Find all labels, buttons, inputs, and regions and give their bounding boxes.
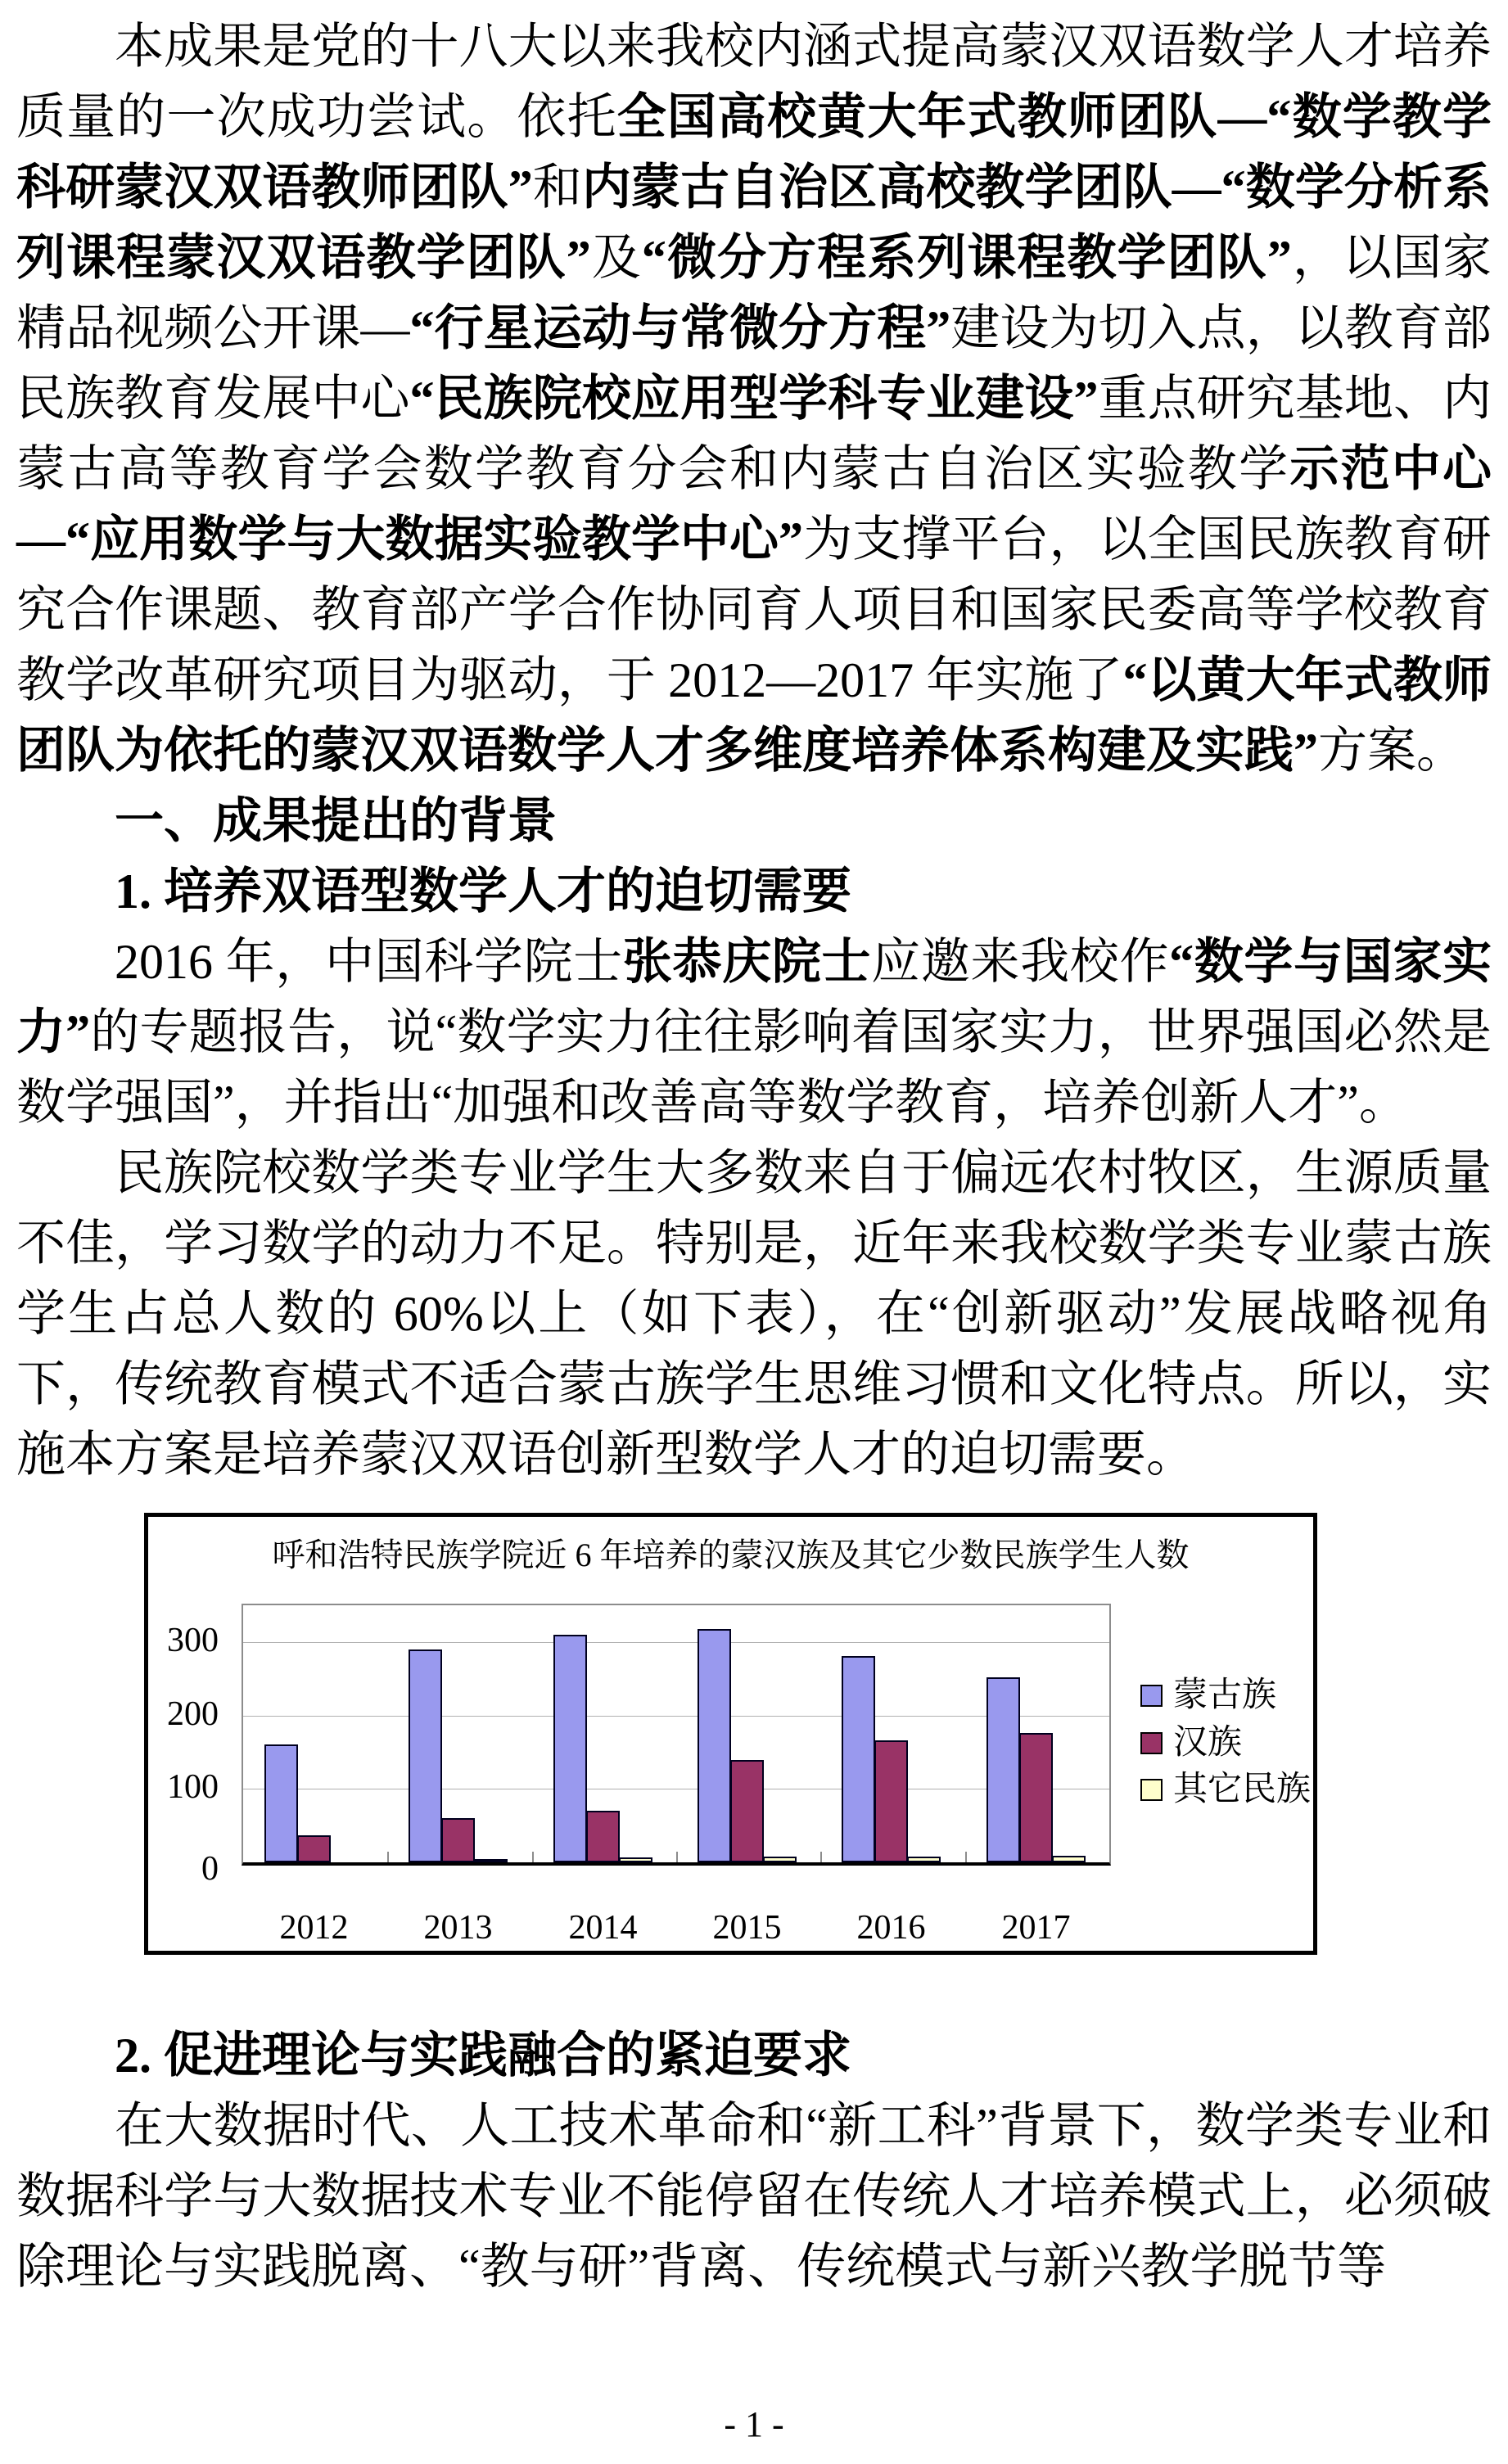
x-axis-label: 2017 <box>1001 1909 1071 1947</box>
text-run: 的专题报告，说“数学实力往往影响着国家实力，世界强国必然是数学强国”，并指出“加强和改善高等数学教育，培养创新人才”。 <box>16 1005 1492 1130</box>
paragraph <box>16 2091 1492 2302</box>
chart-bar <box>441 1818 475 1862</box>
chart-bar <box>474 1859 508 1862</box>
text-run: “数学与国家实力” <box>16 935 1492 1059</box>
axis-tick <box>820 1852 822 1862</box>
heading <box>16 856 1492 927</box>
chart-bar <box>1019 1733 1053 1862</box>
legend-item <box>1140 1722 1242 1764</box>
chart-bar <box>698 1629 731 1862</box>
x-axis-label: 2013 <box>423 1909 493 1947</box>
legend-label: 汉族 <box>1173 1724 1243 1762</box>
page-number: - 1 - <box>724 2404 784 2444</box>
text-run: 在大数据时代、人工技术革命和“新工科”背景下，数学类专业和数据科学与大数据技术专业不能停留在传统人才培养模式上，必须破除理论与实践脱离、“教与研”背离、传统模式与新兴教学脱节等 <box>16 2099 1492 2294</box>
text-run: “微分方程系列课程教学团队” <box>641 231 1292 285</box>
chart-plot-area <box>242 1604 1111 1866</box>
chart-bar <box>1052 1856 1086 1862</box>
chart-bar <box>874 1740 908 1862</box>
legend-label: 其它民族 <box>1173 1771 1312 1808</box>
heading <box>16 2020 1492 2091</box>
text-run: 及 <box>590 231 642 285</box>
legend-swatch <box>1140 1732 1163 1754</box>
text-run: 一、成果提出的背景 <box>115 794 557 848</box>
legend-label: 蒙古族 <box>1173 1677 1277 1714</box>
gridline <box>243 1716 1109 1717</box>
chart-bar <box>730 1760 764 1862</box>
legend-swatch <box>1140 1685 1163 1707</box>
document-content <box>16 11 1492 2302</box>
text-run: 方案。 <box>1318 724 1465 778</box>
chart-bar <box>553 1635 587 1862</box>
axis-tick <box>965 1852 967 1862</box>
y-axis-label: 100 <box>167 1768 219 1806</box>
text-run: 重点研究基地、内蒙古高等教育学会数学教育分会和内蒙古自治区实验教学 <box>16 372 1492 496</box>
text-run: 民族院校数学类专业学生大多数来自于偏远农村牧区，生源质量不佳，学习数学的动力不足。特别是，近年来我校数学类专业蒙古族学生占总人数的 60%以上（如下表），在“创新驱动”发展战略视角下，传统教育模式不适合蒙古族学生思维习惯和文化特点。所以，实施本方案是培养蒙汉双语创新型数学人才的迫切需要。 <box>16 1146 1492 1482</box>
y-axis-label: 200 <box>167 1695 219 1733</box>
legend-item <box>1140 1674 1276 1717</box>
text-section-before-chart <box>16 11 1492 1490</box>
text-run: 2. 促进理论与实践融合的紧迫要求 <box>115 2029 851 2083</box>
chart-bar <box>907 1857 941 1862</box>
gridline <box>243 1642 1109 1643</box>
text-run: 和 <box>532 160 582 214</box>
text-run: 为支撑平台，以全国民族教育研究合作课题、教育部产学合作协同育人项目和国家民委高等学校教育教学改革研究项目为驱动，于 2012—2017 年实施了 <box>16 512 1492 707</box>
text-run: 应邀来我校作 <box>871 935 1170 989</box>
text-run: ，以国家精品视频公开课— <box>16 231 1492 355</box>
x-axis-label: 2014 <box>568 1909 638 1947</box>
student-numbers-chart <box>144 1513 1317 1955</box>
x-axis-label: 2016 <box>856 1909 926 1947</box>
x-axis-label: 2012 <box>279 1909 349 1947</box>
heading <box>16 786 1492 856</box>
chart-bar <box>763 1857 797 1862</box>
y-axis-label: 0 <box>201 1850 219 1888</box>
axis-tick <box>532 1852 534 1862</box>
text-run: 2016 年，中国科学院士 <box>115 935 623 989</box>
paragraph <box>16 11 1492 786</box>
chart-bar <box>297 1835 331 1862</box>
axis-tick <box>676 1852 678 1862</box>
y-axis-label: 300 <box>167 1622 219 1659</box>
chart-bar <box>264 1744 298 1862</box>
text-run: “以黄大年式教师团队为依托的蒙汉双语数学人才多维度培养体系构建及实践” <box>16 653 1492 778</box>
text-run: 内蒙古自治区高校教学团队—“数学分析系列课程蒙汉双语教学团队” <box>16 160 1492 285</box>
legend-swatch <box>1140 1779 1163 1801</box>
text-run: 建设为切入点，以教育部民族教育发展中心 <box>16 301 1492 426</box>
text-run: 张恭庆院士 <box>622 935 872 989</box>
x-axis-label: 2015 <box>712 1909 782 1947</box>
chart-bar <box>842 1656 875 1862</box>
text-run: “民族院校应用型学科专业建设” <box>409 372 1099 426</box>
text-run: “行星运动与常微分方程” <box>409 301 951 355</box>
chart-bar <box>409 1649 442 1862</box>
chart-bar <box>619 1857 652 1862</box>
paragraph <box>16 1138 1492 1490</box>
text-section-after-chart <box>16 2020 1492 2302</box>
text-run: 示范中心—“应用数学与大数据实验教学中心” <box>16 442 1492 566</box>
chart-bar <box>586 1811 620 1862</box>
text-run: 全国高校黄大年式教师团队—“数学教学科研蒙汉双语教师团队” <box>16 90 1492 214</box>
chart-bar <box>987 1677 1020 1862</box>
legend-item <box>1140 1768 1311 1811</box>
paragraph <box>16 927 1492 1138</box>
text-run: 本成果是党的十八大以来我校内涵式提高蒙汉双语数学人才培养质量的一次成功尝试。依托 <box>16 20 1492 144</box>
chart-title: 呼和浩特民族学院近 6 年培养的蒙汉族及其它少数民族学生人数 <box>272 1537 1190 1573</box>
axis-tick <box>387 1852 389 1862</box>
text-run: 1. 培养双语型数学人才的迫切需要 <box>115 864 851 918</box>
